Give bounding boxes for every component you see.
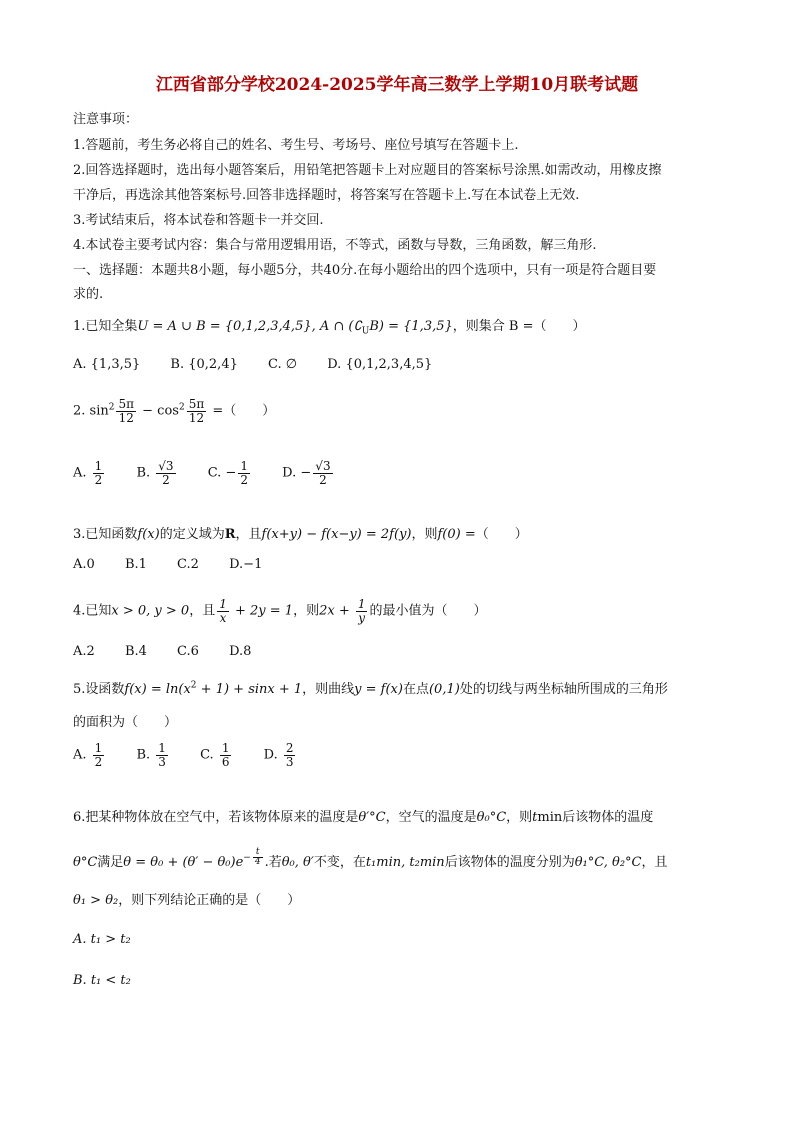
q2-option-c: C. − $\frac{1}{2}$	[207, 459, 249, 487]
notice-heading: 注意事项：	[73, 112, 139, 127]
question-6-cont-2: θ₁ > θ₂，则下列结论正确的是（ ）	[73, 893, 301, 908]
q3-option-d: D.−1	[229, 557, 263, 572]
q5-option-c: C. $\frac{1}{6}$	[200, 741, 230, 769]
q1-option-b: B. {0,2,4}	[170, 357, 238, 372]
q3-option-c: C.2	[177, 557, 199, 572]
question-6-cont-1: θ°C满足$\theta = \theta_0 + (\theta' - \theta_0)e^{- \frac{t}{4}}$ .若θ₀, θ′不变，在t₁min, t₂min后该物体的温度分别为θ₁°C, θ₂°C，且	[73, 847, 668, 870]
question-3-options	[73, 557, 288, 572]
notice-item-4: 4.本试卷主要考试内容：集合与常用逻辑用语，不等式，函数与导数，三角函数，解三角形.	[73, 238, 597, 253]
notice-item-2-cont: 干净后，再选涂其他答案标号.回答非选择题时，将答案写在答题卡上.写在本试卷上无效.	[73, 188, 580, 203]
section-1-heading: 一、选择题：本题共8小题，每小题5分，共40分.在每小题给出的四个选项中，只有一项是符合题目要	[73, 263, 657, 278]
section-1-heading-cont: 求的.	[73, 287, 104, 302]
question-6: 6.把某种物体放在空气中，若该物体原来的温度是θ′°C，空气的温度是θ₀°C，则tmin后该物体的温度	[73, 810, 654, 825]
q2-option-b: B. $\frac{√3}{2}$	[136, 459, 174, 487]
q1-expression: U = A ∪ B = {0,1,2,3,4,5}, A ∩ (∁	[137, 319, 362, 334]
q4-option-d: D.8	[229, 644, 252, 659]
q5-option-b: B. $\frac{1}{3}$	[136, 741, 166, 769]
notice-item-1: 1.答题前，考生务必将自己的姓名、考生号、考场号、座位号填写在答题卡上.	[73, 138, 519, 153]
question-4-options	[73, 644, 277, 659]
exam-title: 江西省部分学校2024-2025学年高三数学上学期10月联考试题	[155, 75, 639, 95]
question-4: 4.已知x > 0, y > 0，且 $\frac{1}{x}$ + 2y = 1，则2x + $\frac{1}{y}$ 的最小值为（ ）	[73, 597, 487, 625]
q6-option-b: B. t₁ < t₂	[73, 973, 131, 988]
notice-item-3: 3.考试结束后，将本试卷和答题卡一并交回.	[73, 213, 324, 228]
q3-option-a: A.0	[73, 557, 95, 572]
q1-option-a: A. {1,3,5}	[73, 357, 141, 372]
notice-item-2: 2.回答选择题时，选出每小题答案后，用铅笔把答题卡上对应题目的答案标号涂黑.如需改动，用橡皮擦	[73, 163, 662, 178]
q5-option-d: D. $\frac{2}{3}$	[263, 741, 294, 769]
question-5-options	[73, 742, 323, 768]
q1-option-c: C. ∅	[268, 357, 298, 372]
question-1: 1.已知全集U = A ∪ B = {0,1,2,3,4,5}, A ∩ $(∁_UB) = \{1,3,5\}$，则集合 B =（ ）	[73, 319, 586, 337]
question-3: 3.已知函数f(x)的定义域为R，且f(x+y) − f(x−y) = 2f(y)，则f(0) =（ ）	[73, 527, 528, 542]
question-5-cont: 的面积为（ ）	[73, 715, 178, 730]
q4-option-b: B.4	[124, 644, 147, 659]
question-2: 2. $\sin^2$ $\frac{5\pi}{12}$ − $\cos^2$ $\frac{5\pi}{12}$ =（ ）	[73, 397, 276, 425]
question-1-options	[73, 357, 458, 372]
q5-option-a: A. $\frac{1}{2}$	[73, 741, 103, 769]
q2-option-a: A. $\frac{1}{2}$	[73, 459, 103, 487]
q6-option-a: A. t₁ > t₂	[73, 932, 131, 947]
q2-option-d: D. − $\frac{√3}{2}$	[282, 459, 331, 487]
q1-option-d: D. {0,1,2,3,4,5}	[327, 357, 433, 372]
question-2-options	[73, 460, 361, 486]
q4-option-a: A.2	[73, 644, 95, 659]
q4-option-c: C.6	[177, 644, 199, 659]
question-5: 5.设函数$f(x) = \ln(x^2 + 1) + \sin x + 1$，则曲线y = f(x)在点(0,1)处的切线与两坐标轴所围成的三角形	[73, 680, 668, 697]
q3-option-b: B.1	[124, 557, 147, 572]
